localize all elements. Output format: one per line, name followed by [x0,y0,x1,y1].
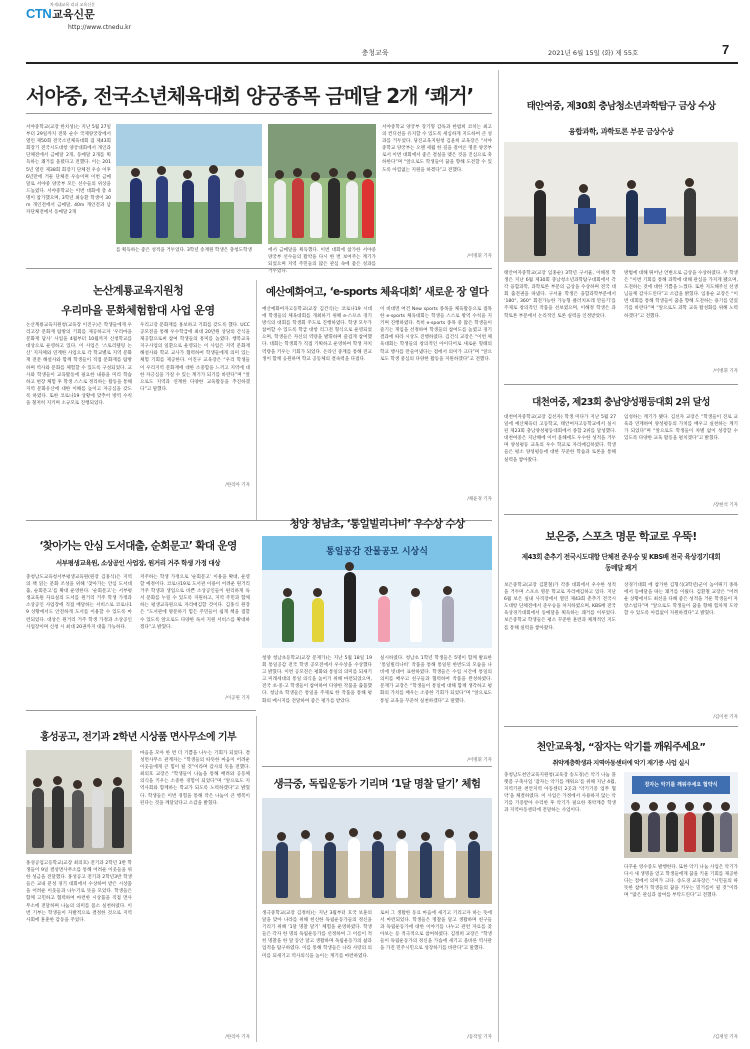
issue-date: 2021년 6월 15일 (화) 제 55호 [548,49,639,57]
person [396,840,408,898]
main-article-col2: 를 획득하는 좋은 성적을 거두었다. 3학년 송재원 학생은 충청도학생 [116,248,252,253]
article-body: 충청남도교육청서부평생교육원(원장 김홍식)은 지역의 책 읽는 문화 조성을 위해 ‘찾아가는 안심 도서대출, 순회문고’를 확대 운영한다. ‘순회문고’는 서부평생교육원 자료실의 도서를 원거리 거주 학생 가정과 소상공인 사업장에 직접 배달하는 서비스로 코로나19 상황에서도 안전하게 도서를 이용할 수 있도록 마련되었다. 대상은 원거리 거주 학생 가정과 소상공인 사업장이며 신청 시 최대 20권까지 대출 가능하다. [26,575,132,630]
logo-korean: 교육신문 [52,8,95,21]
person [444,839,456,898]
person [378,596,390,642]
person [72,790,84,848]
byline: /이병휘 기자 [713,369,738,374]
article-body: 이 비대면 여건 New sports 종목을 체육활동으로 접목한 e-sports 체육대회는 학생들 스스로 방역 수칙을 지키며 진행하였다. 특히 e-sports 종목 중 많은 학생들이 즐기는 게임을 선정하여 학생들의 참여도를 높였고 경기 결과에 따라 시상도 진행하였다. 김건식 교장은 “이번 체육대회는 학생들의 창의적인 아이디어로 새로운 형태의 학교 행사를 만들어냈다는 점에서 의미가 크다”며 “앞으로도 학생 중심의 다양한 활동을 지원하겠다”고 전했다. [380,307,492,362]
article-headline: 논산계룡교육지원청 [92,284,184,297]
person [92,788,104,848]
article-headline: 대천여중, 제23회 충남양성평등대회 2위 달성 [532,397,710,408]
article-subheadline: 우리마을 문화체험함대 사업 운영 [61,304,215,317]
byline: /한리아 기자 [225,1035,250,1040]
article-body: 다꾸운 영수증도 발행한다. 또한 악기 나눔 사업은 악기가 다시 새 생명을 얻고 학생들에게 꿈을 키울 기회를 제공한다는 점에서 의미가 크다. 송도경 교육장은 “시민들의 따뜻한 참여가 학생들의 꿈을 키우는 밑거름이 될 것”이라며 “많은 관심과 참여를 부탁드린다”고 전했다. [624,865,738,899]
person [112,787,124,848]
divider [498,70,499,1042]
article-body: 상경기대회 에 참가한 김형식(3학년)군이 높이뛰기 종목에서 동메달을 따는 쾌거를 이뤘다. 김환철 교장은 “어려운 상황에서도 최선을 다해 좋은 성적을 거둔 학생들이 자랑스럽다”며 “앞으로도 학생들이 꿈을 향해 힘차게 도약할 수 있도록 아낌없이 지원하겠다”고 밝혔다. [624,583,738,617]
article-subheadline: 융합과학, 과학토론 부문 금상수상 [568,127,674,136]
masthead-logo [26,3,166,23]
person [310,182,322,238]
divider [26,268,492,269]
person [626,190,638,256]
divider [262,766,492,767]
article-body: 보은중학교(교장 김환철)가 각종 대회에서 우수한 성적을 거두며 스포츠 명문 학교로 자리매김하고 있다. 지난 6월 보은 실내 사격장에서 열린 제43회 춘추기 전국시도대항 단체전에서 준우승을 차지하였으며, KBS배 전국 육상경기대회에서 동메달을 획득하는 쾌거를 이루었다. 보은중학교 학생들은 평소 꾸준한 훈련과 체계적인 지도를 통해 실력을 쌓아왔다. [504,583,616,631]
person [468,841,480,898]
section-title: 충청교육 [361,49,389,57]
person [648,812,660,852]
article-headline: 청양 청남초, ‘통일빌리나비’ 우수상 수상 [289,518,465,530]
divider [504,514,738,515]
logo-ctn: CTN [26,6,52,21]
article-subheadline: 서부평생교육원, 소상공인 사업장, 원거리 거주 학생 가정 대상 [55,559,221,567]
main-article-col1: 서야중학교(교장 한치성)는 지난 5월 27일부터 29일까지 전북 순수 국제양궁장에서 열린 제50회 전국소년체육대회 겸 제43회 회장기 전국시도대항 양궁대회에서 개인과 단체전에서 금메달 2개, 동메달 2개를 획득하는 쾌거를 올렸다고 전했다. 이는 2015년 열린 제38회 회장기 단체전 우승 이후 6년만에 거둔 단체전 우승이며 이번 금메달로 서야중 양궁부 모든 선수들의 위상을 드높였다. 서야중학교는 이번 대회에 총 4명이 참가했으며, 3학년 최승환 학생이 30m 개인전에서 금메달, 40m 개인전과 남자단체전에서 동메달 2개 [26,125,111,216]
archery-photo-2 [268,124,376,244]
article-body: 실시하였다. 청남초 1학년 학생들은 5명이 함께 발표한 ‘통일빌리나비’ 작품을 통해 통일된 한반도의 모습을 나비에 빗대어 표현하였다. 학생들은 수업 시간에 통일의 의미를 배우고 친구들과 협력하여 작품을 완성하였다. 문재가 교장은 “학생들이 통일에 대해 함께 생각하고 평화의 가치를 배우는 소중한 기회가 되었다”며 “앞으로도 통일 교육을 꾸준히 실천하겠다”고 말했다. [380,656,492,704]
main-article-col3: 에서 금메달을 획득했다. 이번 대회에 참가한 서야중 양궁부 선수들의 활약을 다시 한 번 보여주는 계기가 되었으며 지역 주민들의 많은 관심 속에 좋은 성과를 거두었다. [268,248,376,275]
article-body: 로써 그 생활한 동료 마음에 새기고 기리고자 하는 뜻에서 마련되었다. 학생들은 명찰을 달고 생활하며 친구들과 독립운동가에 대한 이야기를 나누고 관련 자료를 찾아보는 등 적극적으로 참여하였다. 김정희 교장은 “학생들이 독립운동가의 정신을 가슴에 새기고 올바른 역사관을 가진 민주시민으로 성장하기를 바란다”고 말했다. [380,911,492,952]
person [684,188,696,256]
article-body: 충청남도천안교육지원청(교육장 송도경)은 악기 나눔 플랫폼 구축사업 ‘잠자는 악기를 깨워요’를 위해 지난 4월, 지역기관 천안지역 아동센터 2곳과 ‘악기기증 업무 협약’을 체결하였다. 이 사업은 가정에서 사용하지 않는 악기를 기증받아 수리한 후 악기가 필요한 취약계층 학생과 지역아동센터에 전달하는 사업이다. [504,773,616,814]
article-body: 우리고장 문화재를 홍보하고 기회를 갖도록 했다. UCC 공모전을 통해 우수학급에 최대 20만원 상당의 간식을 제공함으로써 참여 학생들의 흥미를 높였다. 행복교육지구사업의 일환으로 운영되는 이 사업은 지역 문화재 해설사와 학교 교사가 협력하여 학생들에게 의미 있는 체험 기회를 제공한다. 이진구 교육장은 “우리 학생들이 우리지역 문화재에 대한 소중함을 느끼고 지역에 대한 자긍심을 가질 수 있는 계기가 되기를 바란다”며 “앞으로도 지역과 연계한 다양한 교육활동을 추진하겠다”고 말했다. [140,323,250,392]
article-headline: ‘찾아가는 안심 도서대출, 순회문고’ 확대 운영 [39,540,237,552]
article-subheadline: 제43회 춘추기 전국시도대항 단체전 준우승 및 KBS배 전국 육상경기대회 동메달 쾌거 [521,553,721,572]
person [328,178,340,238]
person [630,812,642,852]
article-body: 대천여자중학교(교장 김선자) 학생 미다가 지난 5월 27일에 예산체육터 고등학교, 태안여자고등학교에서 실시된 제23회 충남양성평등대회에서 종합 2위를 달성했다. 대천여중은 지난해에 이어 올해에도 우수한 성적을 거두며 양성평등 교육의 우수 학교로 자리매김하였다. 학생들은 평소 양성평등에 대한 꾸준한 학습과 토론을 통해 실력을 쌓아왔다. [504,415,616,463]
divider [504,726,738,727]
byline: /채윤경 기자 [467,497,492,502]
donation-photo [26,750,132,854]
person [208,175,220,238]
person [410,598,422,642]
article-headline: 생극중, 독립운동가 기리며 ‘1달 명찰 달기’ 체험 [273,778,481,790]
person [130,178,142,238]
divider [504,384,738,385]
archery-photo-1 [116,124,262,244]
person [156,176,168,238]
byline: /이병휘 기자 [467,254,492,259]
article-headline: 홍성공고, 전기과 2학년 시상품 면사무소에 기부 [39,732,237,743]
person [292,178,304,238]
person [346,181,358,238]
person [720,812,732,852]
person [372,841,384,898]
article-subheadline: 취약계층학생과 지역아동센터에 악기 재기증 사업 실시 [552,760,690,767]
person [324,842,336,898]
person [52,786,64,848]
divider [26,710,256,711]
masthead-url[interactable]: http://www.ctnedu.kr [68,24,132,31]
person [300,840,312,898]
article-body: 청양 청남초등학교(교장 문재가)는 지난 5월 18일 19회 통일공감 전국 학생 공모전에서 우수상을 수상했다고 밝혔다. 이번 공모전은 평화와 통일의 의미를 되새기고 미래세대의 통일 의식을 높이기 위해 마련되었으며, 전국 초·중·고 학생들이 참여하여 다양한 작품을 출품했다. 청남초 학생들은 통일을 주제로 한 작품을 통해 평화의 메시지를 전달하여 좋은 평가를 받았다. [262,656,372,704]
page-number: 7 [722,42,730,57]
person [666,812,678,852]
person [534,190,546,256]
byline: /이공원 기자 [225,696,250,701]
masthead-rule [26,62,738,64]
person [276,842,288,898]
person [442,596,454,642]
person [420,842,432,898]
person [312,598,324,642]
award-photo [262,536,492,648]
divider [256,280,257,520]
byline: /한리아 기자 [225,483,250,488]
person [578,194,590,256]
article-body: 태안여자중학교(교장 임홍순) 3학년 구서율, 이해정 학생은 지난 6월 제30회 충남청소년과학탐구대회에서 각각 융합과학, 과학토론 부문의 금상을 수상하며 전국 대회 출전권을 따냈다. 구서율 학생은 융합과학부문에서 ‘180°, 360° 회전가능한 가능형 클러치프레 만들기’를 주제로 창의적인 작품을 선보였으며, 이해정 학생은 과학토론 부문에서 논리적인 토론 실력을 인정받았다. [504,271,616,319]
person [344,572,356,642]
main-article-col4: 서야중학교 양궁부 장기형 감독과 한범희 코치는 최고의 컨디션을 유지할 수 있도록 세심하게 지도하여 큰 성과를 거두었다. 당진교육지원청 김윤희 교육장은 “서야중학교 양궁부는 오랜 세월 한 길을 걸어온 명문 양궁부로서 이번 대회에서 좋은 결실을 맺은 것을 진심으로 축하한다”며 “앞으로도 학생들이 꿈을 향해 도전할 수 있도록 아낌없는 지원을 하겠다”고 전했다. [382,125,492,173]
byline: /장현석 기자 [713,503,738,508]
article-body: 논산계룡교육지원청(교육장 이진구)은 학생들에게 우리고장 문화재 탐방의 기회를 제공하고자 ‘우리마을 문화재 답사’ 사업을 4월부터 10월까지 신청학교를 대상으로 운영하고 있다. 이 사업은 ‘스토리텔링 논산’ 지자체와 연계한 사업으로 각 학교별로 지역 문화재 전문 해설사와 함께 학생들이 직접 문화재를 탐방하며 역사와 문화를 체험할 수 있도록 구성되었다. 교사와 학생들이 교육활동에 필요한 내용을 미리 학습하고 현장 체험 후 학생 스스로 정리하는 활동을 통해 지역 문화유산에 대한 이해를 높이고 자긍심을 갖도록 하였다. 또한 코로나19 상황에 맞추어 방역 수칙을 철저히 지키며 소규모로 진행되었다. [26,323,132,407]
article-body: 마음을 모아 한 번 더 기쁨을 나누는 기회가 되었다. 결성면사무소 관계자는 “학생들의 따뜻한 마음이 어려운 이웃들에게 큰 힘이 될 것”이라며 감사의 뜻을 전했다. 최의호 교장은 “학생들이 나눔을 통해 배려와 공동체 의식을 키우는 소중한 경험이 되었다”며 “앞으로도 지역사회와 함께하는 학교가 되도록 노력하겠다”고 밝혔다. 학생들은 이번 경험을 통해 작은 나눔이 큰 행복이 된다는 것을 깨달았다고 소감을 밝혔다. [140,751,250,806]
agreement-photo [624,772,738,858]
byline: /김이천 기자 [713,715,738,720]
person [182,180,194,238]
person [282,598,294,642]
logo-tagline: 차세대교육 리더 교육신문 [50,2,96,7]
article-headline: 예산예화여고, ‘e-sports 체육대회’ 새로운 장 열다 [265,286,489,298]
banner-text: 통일공감 잔물공모 시상식 [326,547,428,557]
certificate [644,208,666,224]
article-headline: 태안여중, 제30회 충남청소년과학탐구 금상 수상 [526,101,716,112]
article-headline: 보은중, 스포츠 명문 학교로 우뚝! [545,530,697,543]
main-headline: 서야중, 전국소년체육대회 양궁종목 금메달 2개 ‘쾌거’ [26,84,474,108]
person [348,838,360,898]
person [684,812,696,852]
byline: /동작일 기자 [467,1035,492,1040]
divider [256,716,257,1042]
person [32,788,44,848]
banner-text: 잠자는 악기를 깨워주세요 협약식 [644,782,718,788]
person [702,812,714,852]
article-body: 임성하는 계기가 됐다. 김선자 교장은 “학생들이 진로 교육과 연계하여 양성평등의 가치를 배우고 실천하는 계기가 되었다”며 “앞으로도 학생들이 차별 없이 성장할 수 있도록 다양한 교육 활동을 펼치겠다”고 밝혔다. [624,415,738,442]
certificate [574,208,596,224]
byline: /이병휘 기자 [467,758,492,763]
byline: /김재연 기자 [713,1035,738,1040]
science-award-photo [504,142,738,262]
nametag-photo [262,798,492,904]
article-headline: 천안교육청, “잠자는 악기를 깨워주세요” [536,742,706,753]
person [234,179,246,238]
article-body: 방법에 대해 뛰어난 언변으로 금상을 수상하였다. 두 학생은 “이번 기회를 통해 과학에 대해 관심을 가지게 됐으며, 도전하는 것에 대한 기쁨을 느꼈다. 또한 지도해주신 선생님들께 감사드린다”고 소감을 밝혔다. 임홍순 교장은 “이번 대회를 통해 학생들이 꿈을 향해 도전하는 용기를 얻었기를 바란다”며 “앞으로도 과학 교육 활성화를 위해 노력하겠다”고 전했다. [624,271,738,319]
person [274,180,286,238]
article-body: 홍성공업고등학교(교장 최의호) 전기과 2학년 3반 학생들이 9일 결성면사무소를 통해 어려운 이웃들을 위한 성금을 전달했다. 홍성공고 전기과 2학년3반 학생들은 교내 분성 경기 대회에서 수상하여 받은 시상품을 어려운 이웃들과 나누기로 뜻을 모았다. 학생들은 함께 고민하고 협력하여 마련한 시상품을 직접 면사무소에 전달하며 나눔의 의미를 몸소 실천하였다. 이번 기부는 학생들이 자발적으로 결정한 것으로 지역사회에 훈훈한 감동을 주었다. [26,861,132,923]
divider [26,113,492,114]
article-body: 저주하는 학생 가정으로 ‘순회문고’ 이용을 확대, 운영할 예정이다. 코로나19로 도서관 이용이 어려운 원거리 거주 학생과 생업으로 바쁜 소상공인들이 편리하게 독서 문화를 누릴 수 있도록 지원하고, 지역 주민과 함께하는 평생교육원으로 자리매김할 것이다. 김홍식 원장은 “도서관에 방문하기 힘든 주민들이 쉽게 책을 접할 수 있도록 앞으로도 다양한 독서 지원 서비스를 확대하겠다”고 밝혔다. [140,575,250,630]
article-body: 생극중학교(교장 김정희)는 지난 3월부터 호국 보훈의 달을 맞아 나라를 위해 헌신한 독립운동가들의 정신을 기리기 위해 ‘1달 명찰 달기’ 체험을 운영하였다. 학생들은 각자 한 명의 독립운동가를 선정하여 그 이름이 적힌 명찰을 한 달 동안 달고 생활하며 독립운동가의 삶과 업적을 탐구하였다. 이를 통해 학생들은 나라 사랑의 의미를 되새기고 역사의식을 높이는 계기를 마련하였다. [262,911,372,959]
person [362,179,374,238]
article-body: 예산예화여자고등학교(교장 김건식)는 코로나19 시대에 학생들의 체육대회를 개최하기 위해 e-스포츠 경기 방식의 대회를 학생회 주도로 진행하였다. 학생 모두가 참여할 수 있도록 학급 대항 리그전 형식으로 운영되었으며, 학생들은 자신의 역량을 발휘하며 즐겁게 참여했다. 대회는 학생회가 직접 기획하고 운영하여 학생 자치역량을 키우는 기회가 되었다. 온라인 중계를 통해 전교생이 함께 응원하며 학교 공동체의 결속력을 다졌다. [262,307,372,362]
